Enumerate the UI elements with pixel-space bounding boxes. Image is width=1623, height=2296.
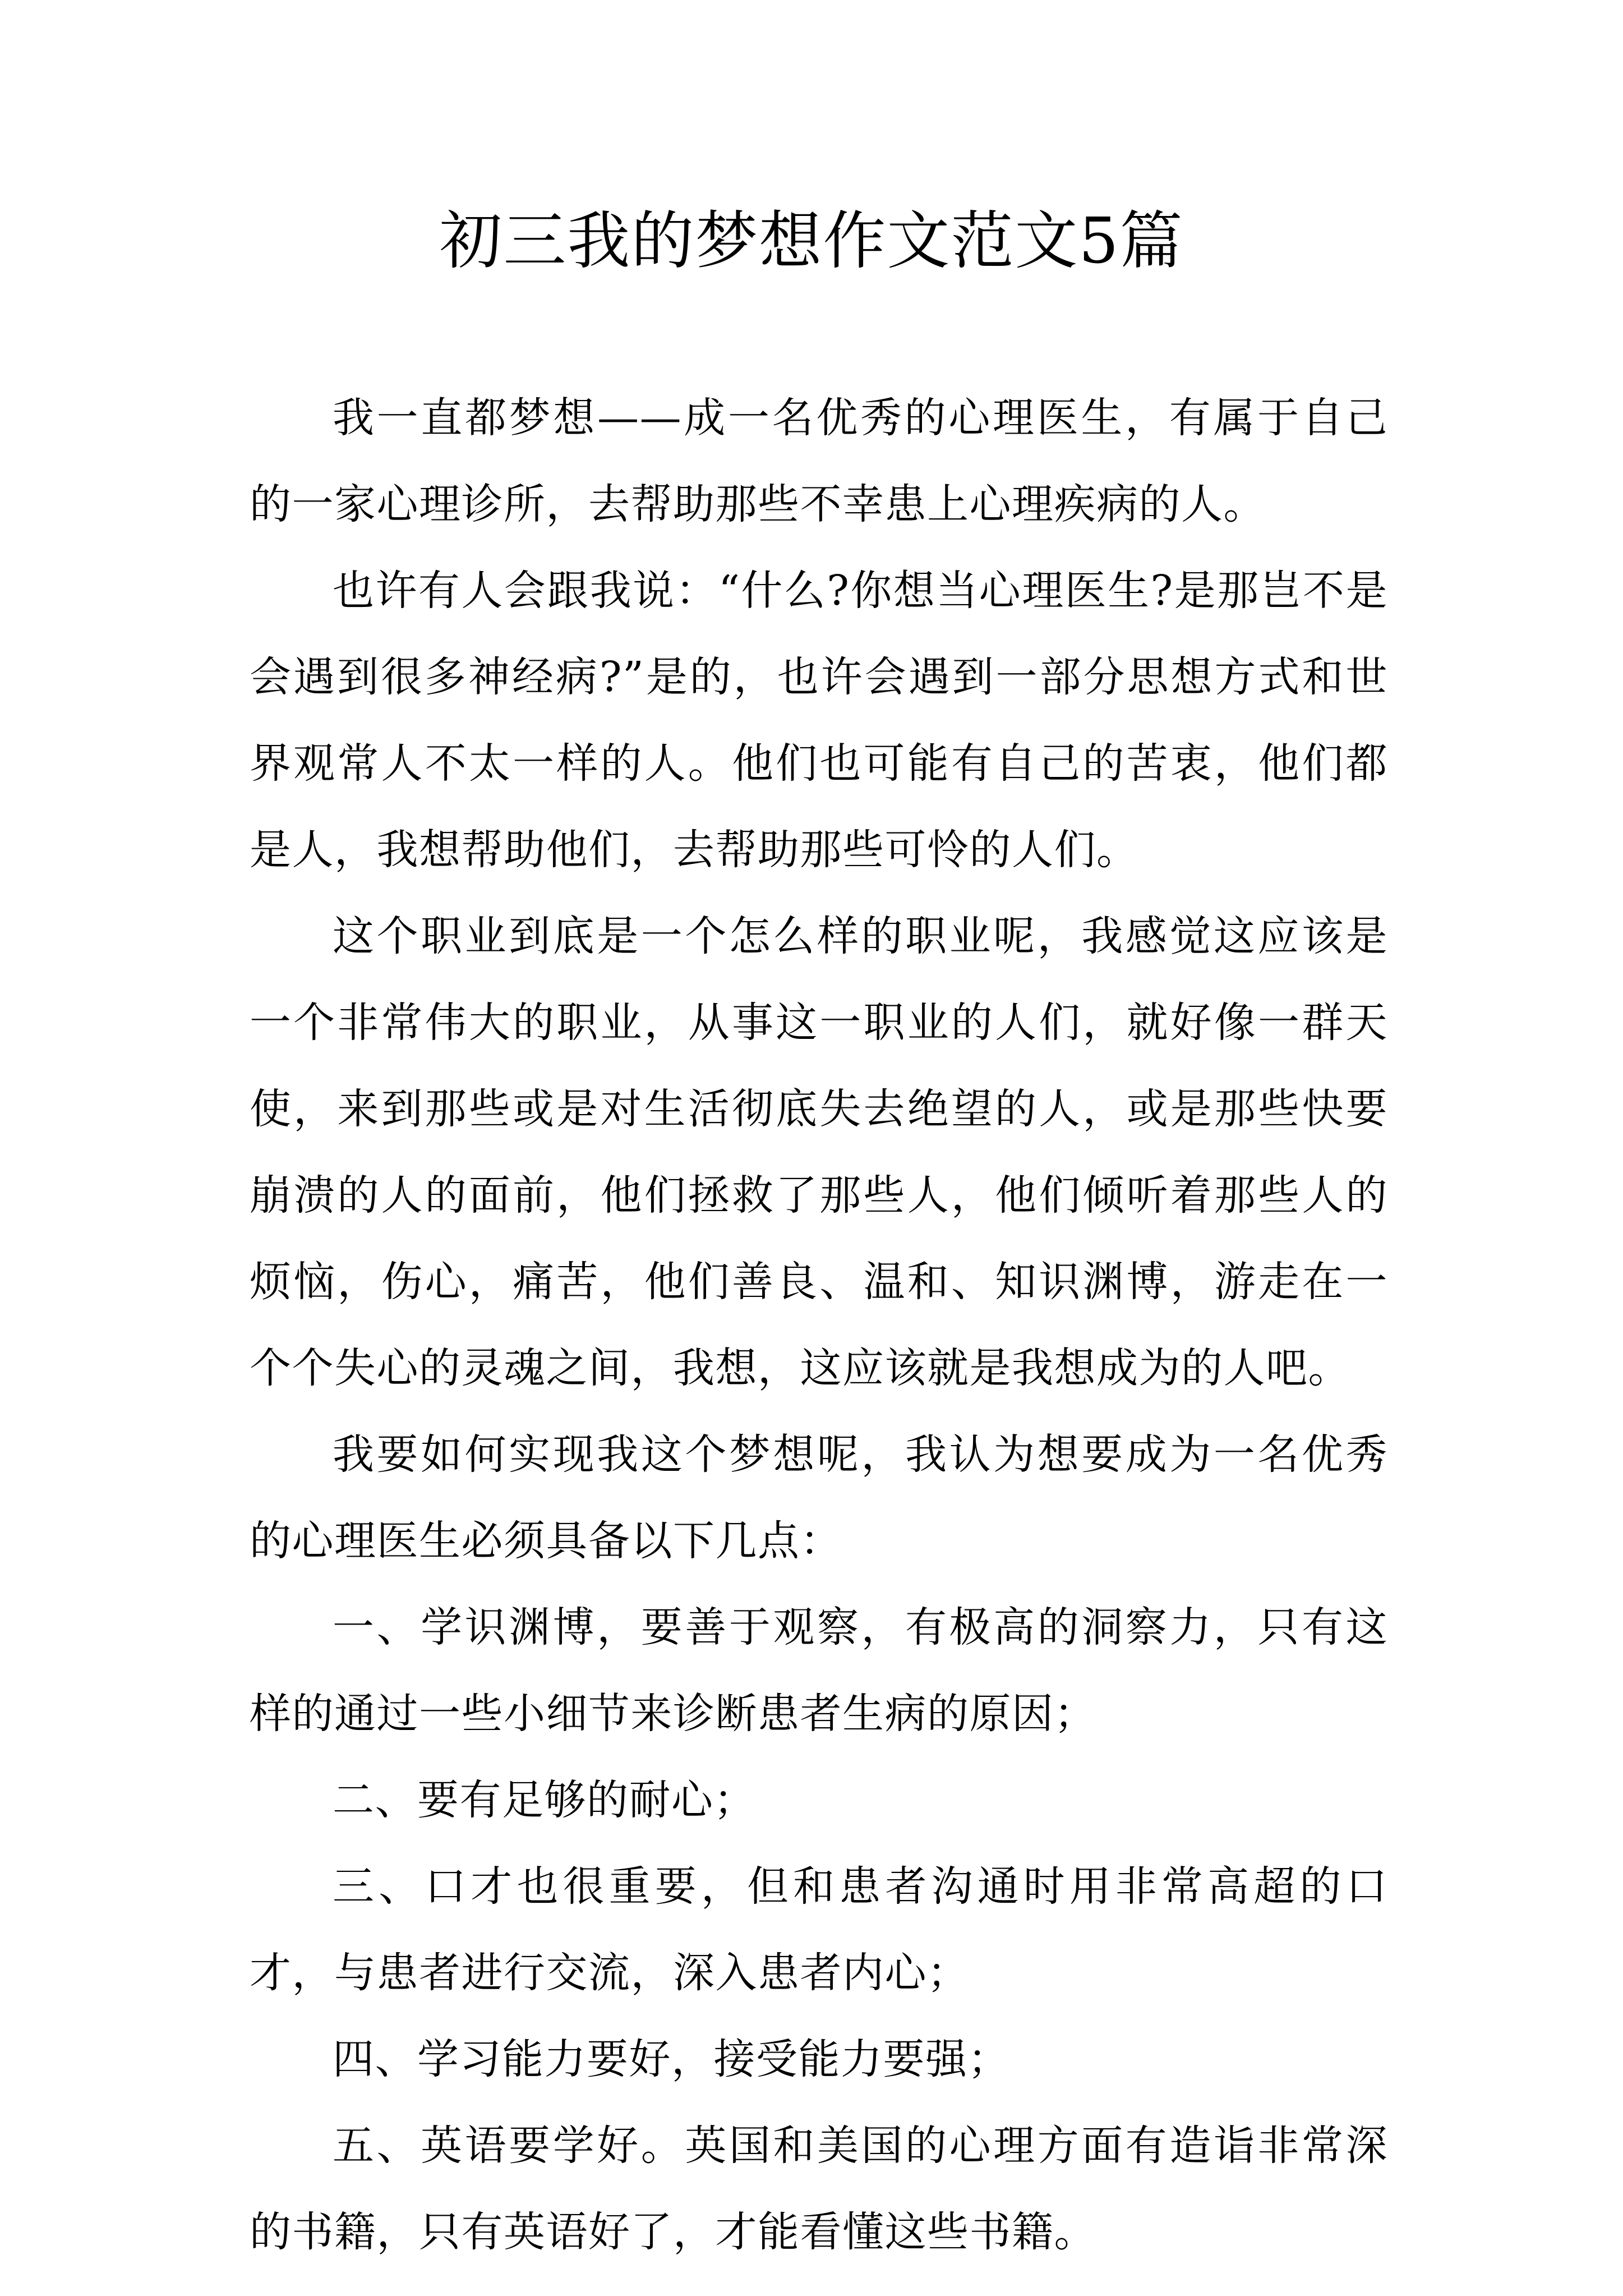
paragraph-dream-intro: 我一直都梦想——成一名优秀的心理医生，有属于自己的一家心理诊所，去帮助那些不幸患上心理疾病的人。 xyxy=(250,394,1388,528)
list-item-point-2: 二、要有足够的耐心； xyxy=(333,1776,756,1824)
list-item-point-4: 四、学习能力要好，接受能力要强； xyxy=(333,2035,1010,2083)
list-item-point-1: 一、学识渊博，要善于观察，有极高的洞察力，只有这样的通过一些小细节来诊断患者生病的原因； xyxy=(250,1603,1388,1738)
list-item-point-3: 三、口才也很重要，但和患者沟通时用非常高超的口才，与患者进行交流，深入患者内心； xyxy=(250,1862,1388,1997)
page-title: 初三我的梦想作文范文5篇 xyxy=(439,205,1184,278)
paragraph-others-doubt: 也许有人会跟我说：“什么?你想当心理医生?是那岂不是会遇到很多神经病?”是的，也许会遇到一部分思想方式和世界观常人不太一样的人。他们也可能有自己的苦衷，他们都是人，我想帮助他们，去帮助那些可怜的人们。 xyxy=(250,567,1388,874)
list-item-point-5: 五、英语要学好。英国和美国的心理方面有造诣非常深的书籍，只有英语好了，才能看懂这些书籍。 xyxy=(250,2122,1388,2256)
paragraph-profession-description: 这个职业到底是一个怎么样的职业呢，我感觉这应该是一个非常伟大的职业，从事这一职业的人们，就好像一群天使，来到那些或是对生活彻底失去绝望的人，或是那些快要崩溃的人的面前，他们拯救了那些人，他们倾听着那些人的烦恼，伤心，痛苦，他们善良、温和、知识渊博，游走在一个个失心的灵魂之间，我想，这应该就是我想成为的人吧。 xyxy=(250,912,1388,1392)
paragraph-how-to-achieve: 我要如何实现我这个梦想呢，我认为想要成为一名优秀的心理医生必须具备以下几点： xyxy=(250,1430,1388,1565)
document-body xyxy=(250,375,1388,2275)
